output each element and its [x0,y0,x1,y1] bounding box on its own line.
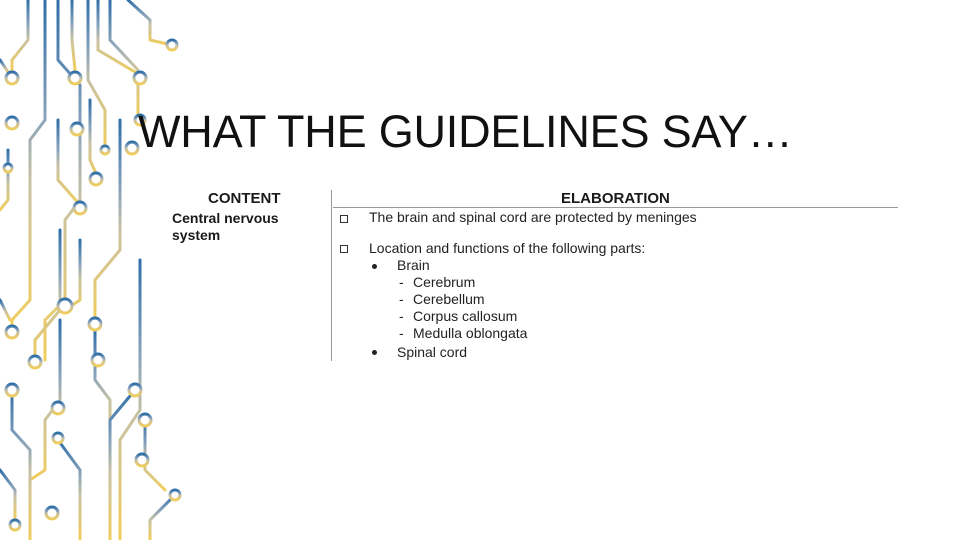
content-cell: Central nervous system [172,210,279,243]
round-bullet-icon [372,264,377,269]
dash-icon: - [399,308,404,324]
content-header: CONTENT [208,190,281,207]
slide-title: WHAT THE GUIDELINES SAY… [138,106,793,157]
header-underline [333,207,898,208]
elaboration-point: Location and functions of the following parts: [369,240,646,256]
column-divider [331,190,332,361]
dash-icon: - [399,274,404,290]
list-item: Cerebellum [413,291,485,307]
square-bullet-icon [340,215,348,223]
list-item-spinal-cord: Spinal cord [397,344,468,360]
guidelines-table [170,190,898,362]
square-bullet-icon [340,245,348,253]
list-item: Cerebrum [413,274,476,290]
list-item: Corpus callosum [413,308,518,324]
list-item: Medulla oblongata [413,325,528,341]
round-bullet-icon [372,350,377,355]
dash-icon: - [399,291,404,307]
elaboration-header: ELABORATION [561,190,670,207]
dash-icon: - [399,325,404,341]
elaboration-point: The brain and spinal cord are protected by meninges [369,209,697,225]
list-item-brain: Brain [397,257,430,273]
